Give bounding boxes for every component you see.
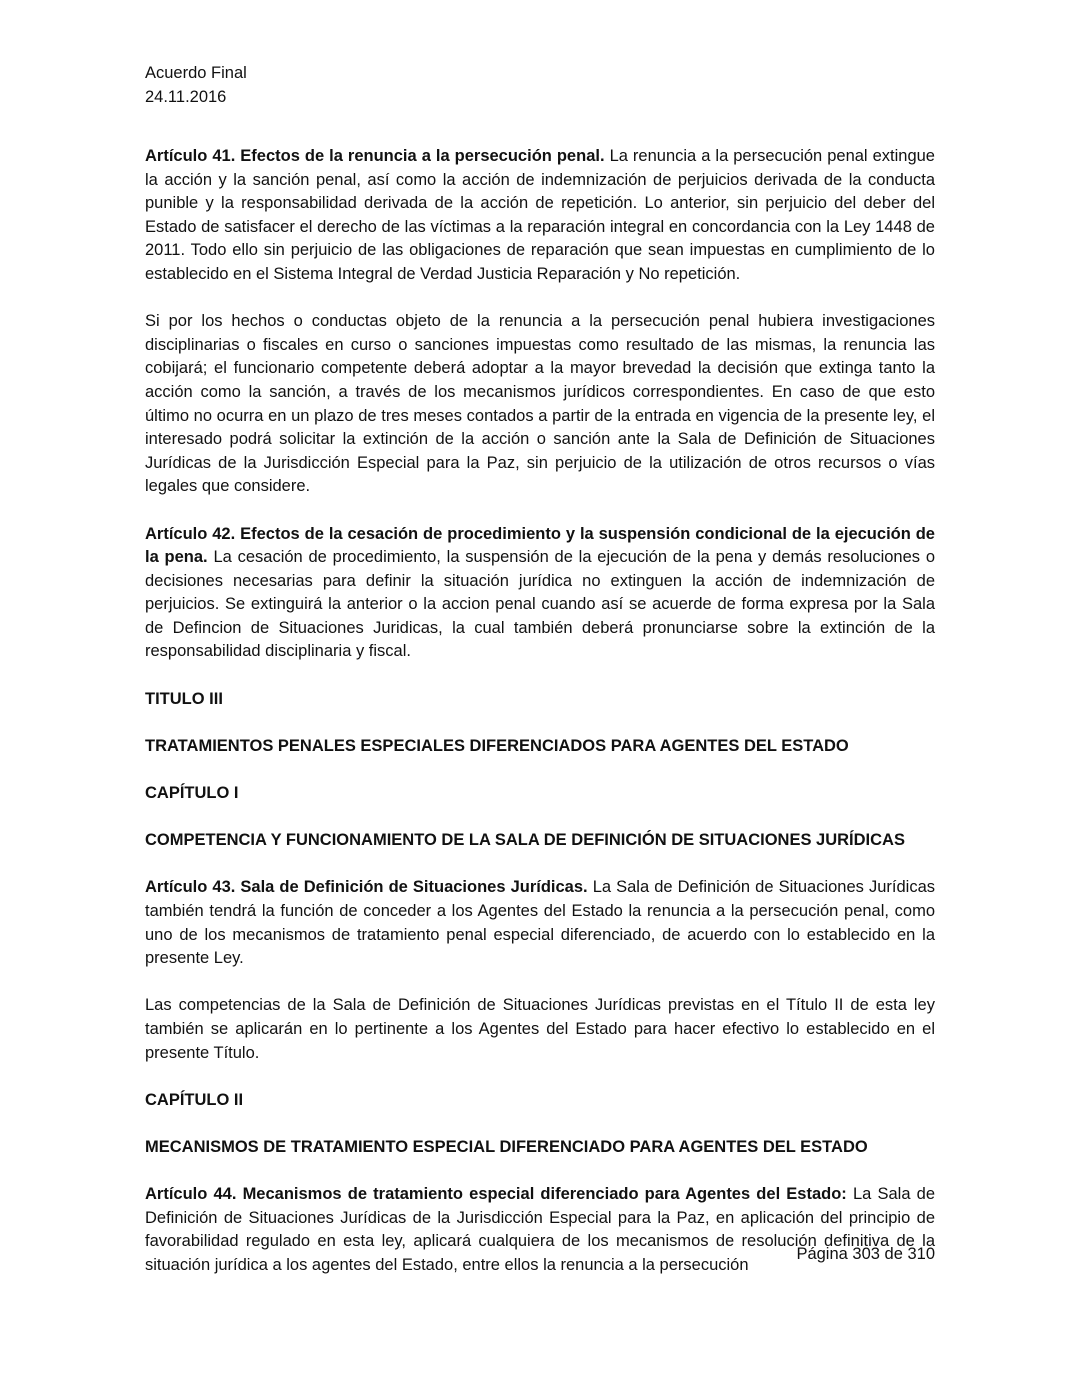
article-42-text-1: La cesación de procedimiento, la suspensión de la ejecución de la pena y demás resoluciones o decisiones necesarias para definir la situación jurídica no extinguen la acción de indemnización de perjuicios. Se extinguirá la anterior o la accion penal cuando así se acuerde de forma expresa por la Sala de Defincion de Situaciones Juridicas, la cual también deberá pronunciarse sobre la extinción de la responsabilidad disciplinaria y fiscal. — [145, 548, 936, 661]
document-header — [145, 62, 247, 109]
titulo-3-label: TITULO III — [145, 689, 223, 708]
article-43-paragraph-1 — [145, 876, 935, 970]
document-title: Acuerdo Final — [145, 64, 247, 82]
capitulo-2-label: CAPÍTULO II — [145, 1090, 244, 1109]
article-41-heading: Artículo 41. Efectos de la renuncia a la persecución penal. — [145, 147, 605, 165]
capitulo-1-title: COMPETENCIA Y FUNCIONAMIENTO DE LA SALA DE DEFINICIÓN DE SITUACIONES JURÍDICAS — [145, 831, 905, 850]
document-body — [145, 145, 935, 1278]
capitulo-2-title: MECANISMOS DE TRATAMIENTO ESPECIAL DIFERENCIADO PARA AGENTES DEL ESTADO — [145, 1137, 868, 1156]
article-42-heading: Artículo 42. Efectos de la cesación de procedimiento y la suspensión condicional de la ejecución de la pena. — [145, 524, 935, 567]
capitulo-1-label: CAPÍTULO I — [145, 784, 239, 803]
capitulo-1-block — [145, 782, 935, 853]
titulo-3-block — [145, 688, 935, 759]
article-43-heading: Artículo 43. Sala de Definición de Situaciones Jurídicas. — [145, 878, 588, 897]
article-41-paragraph-2: Si por los hechos o conductas objeto de la renuncia a la persecución penal hubiera investigaciones disciplinarias o fiscales en curso o sanciones impuestas como resultado de las mismas, la renuncia las cobijará; el funcionario competente deberá adoptar a la mayor brevedad la decisión que extinga tanto la acción como la sanción, a través de los mecanismos jurídicos correspondientes. En caso de que esto último no ocurra en un plazo de tres meses contados a partir de la entrada en vigencia de la presente ley, el interesado podrá solicitar la extinción de la acción o sanción ante la Sala de Definición de Situaciones Jurídicas de la Jurisdicción Especial para la Paz, sin perjuicio de la utilización de otros recursos o vías legales que considere. — [145, 312, 935, 496]
titulo-3-title: TRATAMIENTOS PENALES ESPECIALES DIFERENCIADOS PARA AGENTES DEL ESTADO — [145, 736, 849, 755]
article-42-paragraph-1 — [145, 523, 935, 665]
article-44-heading: Artículo 44. Mecanismos de tratamiento especial diferenciado para Agentes del Estado: — [145, 1185, 847, 1204]
document-date: 24.11.2016 — [145, 87, 227, 106]
article-43-paragraph-2: Las competencias de la Sala de Definición de Situaciones Jurídicas previstas en el Título II de esta ley también se aplicarán en lo pertinente a los Agentes del Estado para hacer efectivo lo establecido en el presente Título. — [145, 996, 935, 1062]
page-number: Página 303 de 310 — [796, 1245, 935, 1263]
article-41-paragraph-1 — [145, 145, 935, 287]
article-41-text-1: La renuncia a la persecución penal extingue la acción y la sanción penal, así como la acción de indemnización de perjuicios derivada de la conducta punible y la responsabilidad derivada de la acción de repetición. Lo anterior, sin perjuicio del deber del Estado de satisfacer el derecho de las víctimas a la reparación integral en concordancia con la Ley 1448 de 2011. Todo ello sin perjuicio de las obligaciones de reparación que sean impuestas en cumplimiento de lo establecido en el Sistema Integral de Verdad Justicia Reparación y No repetición. — [145, 147, 935, 283]
article-44-text-1: La Sala de Definición de Situaciones Jurídicas de la Jurisdicción Especial para la Paz, en aplicación del principio de favorabilidad regulado en esta ley, aplicará cualquiera de los mecanismos de resolución definitiva de la situación jurídica a los agentes del Estado, entre ellos la renuncia a la persecución — [145, 1185, 935, 1274]
article-43-text-1: La Sala de Definición de Situaciones Jurídicas también tendrá la función de conceder a los Agentes del Estado la renuncia a la persecución penal, como uno de los mecanismos de tratamiento penal especial diferenciado, de acuerdo con lo establecido en la presente Ley. — [145, 878, 935, 968]
capitulo-2-block — [145, 1089, 935, 1160]
